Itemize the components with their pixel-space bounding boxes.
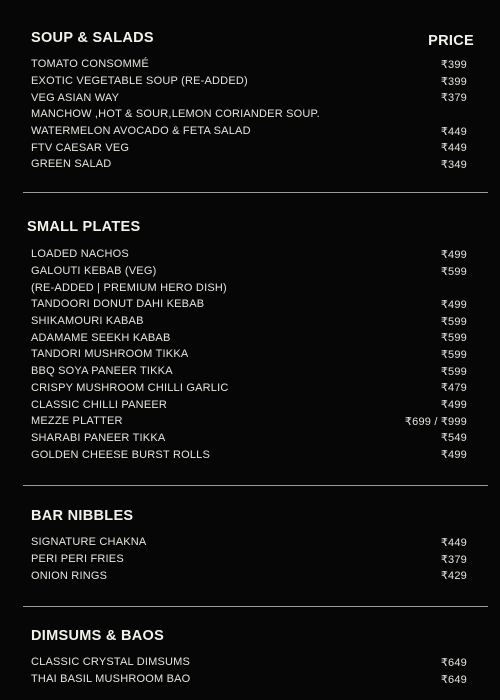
menu-item-name: THAI BASIL MUSHROOM BAO — [31, 673, 191, 686]
menu-item-name: CLASSIC CHILLI PANEER — [31, 398, 168, 411]
menu-item-price: ₹499 — [440, 248, 467, 261]
menu-item-name: SHARABI PANEER TIKKA — [31, 431, 166, 444]
menu-item-price: ₹649 — [440, 673, 467, 686]
menu-item — [31, 534, 467, 551]
menu-item-name: TOMATO CONSOMMÉ — [31, 58, 149, 71]
section-items-soup-salads — [31, 56, 467, 173]
section-title-dimsums-baos: DIMSUMS & BAOS — [31, 628, 165, 644]
menu-item-name: GOLDEN CHEESE BURST ROLLS — [31, 448, 211, 461]
menu-item-price: ₹399 — [440, 75, 467, 88]
menu-item-name: TANDOORI DONUT DAHI KEBAB — [31, 298, 205, 311]
menu-item-price: ₹599 — [440, 365, 467, 378]
menu-item-name: ONION RINGS — [31, 569, 108, 582]
menu-item-name: GALOUTI KEBAB (VEG) — [31, 265, 157, 278]
menu-item — [31, 446, 467, 463]
menu-item-price: ₹379 — [440, 553, 467, 566]
menu-item-price: ₹499 — [440, 449, 467, 462]
menu-item-price: ₹399 — [440, 58, 467, 71]
menu-item-name: PERI PERI FRIES — [31, 553, 124, 566]
section-title-small-plates: SMALL PLATES — [27, 219, 141, 235]
menu-item — [31, 654, 467, 671]
menu-item — [31, 396, 467, 413]
menu-item — [31, 551, 467, 568]
section-divider — [23, 606, 488, 607]
menu-item-price: ₹599 — [440, 348, 467, 361]
menu-item-name: ADAMAME SEEKH KABAB — [31, 331, 171, 344]
section-items-small-plates — [31, 246, 467, 463]
menu-item — [31, 156, 467, 173]
menu-item — [31, 279, 467, 296]
menu-item-price: ₹449 — [440, 125, 467, 138]
menu-item — [31, 73, 467, 90]
menu-item-price: ₹499 — [440, 298, 467, 311]
menu-item-name: MEZZE PLATTER — [31, 415, 123, 428]
menu-item — [31, 380, 467, 397]
menu-item-price: ₹599 — [440, 265, 467, 278]
menu-item-price: ₹429 — [440, 570, 467, 583]
menu-item-name: FTV CAESAR VEG — [31, 141, 130, 154]
menu-item-name: TANDORI MUSHROOM TIKKA — [31, 348, 189, 361]
menu-item-price: ₹599 — [440, 332, 467, 345]
menu-item-name: MANCHOW ,HOT & SOUR,LEMON CORIANDER SOUP. — [31, 108, 320, 121]
menu-item-name: SIGNATURE CHAKNA — [31, 536, 147, 549]
menu-item — [31, 123, 467, 140]
menu-item — [31, 106, 467, 123]
menu-item — [31, 56, 467, 73]
menu-item — [31, 139, 467, 156]
menu-item-name: CRISPY MUSHROOM CHILLI GARLIC — [31, 381, 229, 394]
menu-item — [31, 671, 467, 688]
menu-item-price: ₹379 — [440, 92, 467, 105]
menu-item — [31, 346, 467, 363]
menu-item — [31, 430, 467, 447]
section-divider — [23, 192, 488, 193]
menu-item — [31, 313, 467, 330]
menu-item-name: BBQ SOYA PANEER TIKKA — [31, 365, 173, 378]
menu-item-price: ₹599 — [440, 315, 467, 328]
menu-item — [31, 246, 467, 263]
menu-item — [31, 567, 467, 584]
menu-item — [31, 329, 467, 346]
section-title-bar-nibbles: BAR NIBBLES — [31, 508, 134, 524]
menu-item-name: GREEN SALAD — [31, 158, 112, 171]
section-items-dimsums-baos — [31, 654, 467, 687]
menu-item — [31, 89, 467, 106]
menu-item-price: ₹449 — [440, 142, 467, 155]
menu-item-name: SHIKAMOURI KABAB — [31, 315, 144, 328]
menu-item-price: ₹479 — [440, 382, 467, 395]
menu-item-price: ₹649 — [440, 656, 467, 669]
menu-item — [31, 296, 467, 313]
menu-item-name: LOADED NACHOS — [31, 248, 129, 261]
menu-item — [31, 363, 467, 380]
menu-item-price: ₹499 — [440, 399, 467, 412]
menu-item-name: VEG ASIAN WAY — [31, 91, 120, 104]
menu-item — [31, 263, 467, 280]
price-column-header: PRICE — [428, 33, 474, 49]
section-items-bar-nibbles — [31, 534, 467, 584]
section-title-soup-salads: SOUP & SALADS — [31, 30, 154, 46]
menu-item-name: CLASSIC CRYSTAL DIMSUMS — [31, 656, 191, 669]
menu-item-name: WATERMELON AVOCADO & FETA SALAD — [31, 125, 251, 138]
menu-item-price: ₹449 — [440, 536, 467, 549]
section-divider — [23, 485, 488, 486]
menu-item-price: ₹349 — [440, 158, 467, 171]
menu-item-name: (RE-ADDED | PREMIUM HERO DISH) — [31, 281, 227, 294]
menu-item-name: EXOTIC VEGETABLE SOUP (RE-ADDED) — [31, 75, 248, 88]
menu-item — [31, 413, 467, 430]
menu-item-price: ₹549 — [440, 432, 467, 445]
menu-item-price: ₹699 / ₹999 — [404, 415, 467, 428]
